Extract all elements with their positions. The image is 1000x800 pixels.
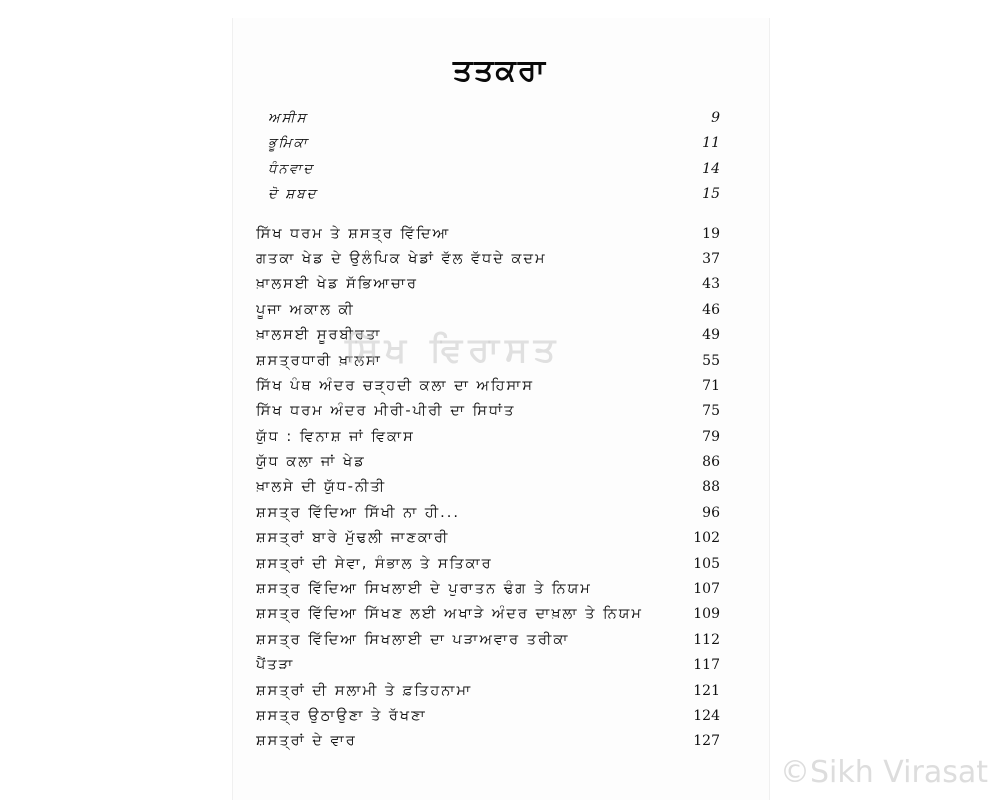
entry-page-number: 112 [693,631,720,648]
entry-title: ਸ਼ਸਤ੍ਰਧਾਰੀ ਖ਼ਾਲਸਾ [256,352,382,369]
entry-page-number: 121 [693,682,720,699]
chapter-entry [256,475,720,500]
entry-page-number: 117 [693,657,720,674]
entry-page-number: 19 [702,225,720,242]
entry-title: ਅਸੀਸ [268,110,308,126]
chapter-entry [256,628,720,653]
prelim-entry [256,106,720,131]
watermark-center: ਸਿੱਖ ਵਿਰਾਸਤ [345,330,562,370]
entry-page-number: 37 [702,250,720,267]
chapter-entry [256,729,720,754]
entry-page-number: 88 [702,479,720,496]
table-of-contents [256,106,720,755]
page-title: ਤਤਕਰਾ [452,53,548,88]
entry-page-number: 105 [693,555,720,572]
chapter-entry [256,526,720,551]
chapter-entry [256,272,720,297]
entry-title: ਖ਼ਾਲਸਈ ਖੇਡ ਸੱਭਿਆਚਾਰ [256,276,419,293]
chapter-entry [256,501,720,526]
entry-title: ਸ਼ਸਤ੍ਰਾਂ ਦੀ ਸਲਾਮੀ ਤੇ ਫ਼ਤਿਹਨਾਮਾ [256,682,473,699]
entry-page-number: 14 [702,160,720,177]
chapter-entry [256,425,720,450]
chapter-entry [256,374,720,399]
chapter-entry [256,450,720,475]
chapter-entry [256,679,720,704]
entry-page-number: 71 [702,377,720,394]
entry-title: ਦੋ ਸ਼ਬਦ [268,186,318,203]
prelim-entry [256,157,720,182]
chapter-entry [256,222,720,247]
entry-title: ਸ਼ਸਤ੍ਰਾਂ ਦੀ ਸੇਵਾ, ਸੰਭਾਲ ਤੇ ਸਤਿਕਾਰ [256,555,493,572]
entry-title: ਸਿੱਖ ਧਰਮ ਤੇ ਸ਼ਸਤ੍ਰ ਵਿੱਦਿਆ [256,225,451,242]
entry-title: ਖ਼ਾਲਸਈ ਸੂਰਬੀਰਤਾ [256,327,382,344]
entry-page-number: 11 [702,135,720,152]
entry-page-number: 96 [702,504,720,521]
entry-title: ਖ਼ਾਲਸੇ ਦੀ ਯੁੱਧ-ਨੀਤੀ [256,479,387,496]
entry-title: ਸ਼ਸਤ੍ਰ ਵਿੱਦਿਆ ਸਿੱਖੀ ਨਾ ਹੀ... [256,504,460,521]
entry-title: ਸ਼ਸਤ੍ਰ ਵਿੱਦਿਆ ਸਿਖਲਾਈ ਦੇ ਪੁਰਾਤਨ ਢੰਗ ਤੇ ਨਿਯਮ [256,581,592,598]
entry-page-number: 86 [702,454,720,471]
chapter-entry [256,577,720,602]
entry-title: ਯੁੱਧ ਕਲਾ ਜਾਂ ਖੇਡ [256,454,366,471]
entry-title: ਸ਼ਸਤ੍ਰ ਉਠਾਉਣਾ ਤੇ ਰੱਖਣਾ [256,707,427,724]
entry-title: ਭੂਮਿਕਾ [268,135,309,152]
entry-title: ਗਤਕਾ ਖੇਡ ਦੇ ਉਲੰਪਿਕ ਖੇਡਾਂ ਵੱਲ ਵੱਧਦੇ ਕਦਮ [256,250,547,267]
entry-title: ਸਿੱਖ ਪੰਥ ਅੰਦਰ ਚੜ੍ਹਦੀ ਕਲਾ ਦਾ ਅਹਿਸਾਸ [256,377,534,394]
entry-page-number: 55 [702,352,720,369]
entry-page-number: 43 [702,276,720,293]
entry-title: ਪੂਜਾ ਅਕਾਲ ਕੀ [256,301,355,318]
chapter-entry [256,602,720,627]
entry-page-number: 15 [702,186,720,203]
entry-title: ਸਿੱਖ ਧਰਮ ਅੰਦਰ ਮੀਰੀ-ਪੀਰੀ ਦਾ ਸਿਧਾਂਤ [256,403,516,420]
entry-title: ਸ਼ਸਤ੍ਰਾਂ ਬਾਰੇ ਮੁੱਢਲੀ ਜਾਣਕਾਰੀ [256,530,450,547]
entry-title: ਸ਼ਸਤ੍ਰ ਵਿੱਦਿਆ ਸਿਖਲਾਈ ਦਾ ਪੜਾਅਵਾਰ ਤਰੀਕਾ [256,631,570,648]
chapters-list [256,222,720,755]
entry-page-number: 79 [702,428,720,445]
chapter-entry [256,298,720,323]
chapter-entry [256,552,720,577]
prelims-list [256,106,720,208]
entry-title: ਸ਼ਸਤ੍ਰ ਵਿੱਦਿਆ ਸਿੱਖਣ ਲਈ ਅਖਾੜੇ ਅੰਦਰ ਦਾਖ਼ਲਾ ਤੇ ਨਿਯਮ [256,606,643,623]
entry-title: ਯੁੱਧ : ਵਿਨਾਸ਼ ਜਾਂ ਵਿਕਾਸ [256,428,415,445]
entry-page-number: 107 [693,581,720,598]
prelim-entry [256,131,720,156]
entry-page-number: 127 [693,733,720,750]
entry-title: ਸ਼ਸਤ੍ਰਾਂ ਦੇ ਵਾਰ [256,733,357,750]
chapter-entry [256,323,720,348]
chapter-entry [256,704,720,729]
entry-page-number: 124 [693,707,720,724]
entry-page-number: 109 [693,606,720,623]
prelim-entry [256,182,720,207]
chapter-entry [256,349,720,374]
entry-page-number: 102 [693,530,720,547]
chapter-entry [256,247,720,272]
chapter-entry [256,399,720,424]
chapter-entry [256,653,720,678]
entry-page-number: 75 [702,403,720,420]
entry-page-number: 9 [711,110,720,126]
entry-page-number: 46 [702,301,720,318]
watermark-corner: ©Sikh Virasat [780,755,988,790]
entry-page-number: 49 [702,327,720,344]
entry-title: ਪੈਂਤੜਾ [256,657,295,674]
entry-title: ਧੰਨਵਾਦ [268,160,315,177]
